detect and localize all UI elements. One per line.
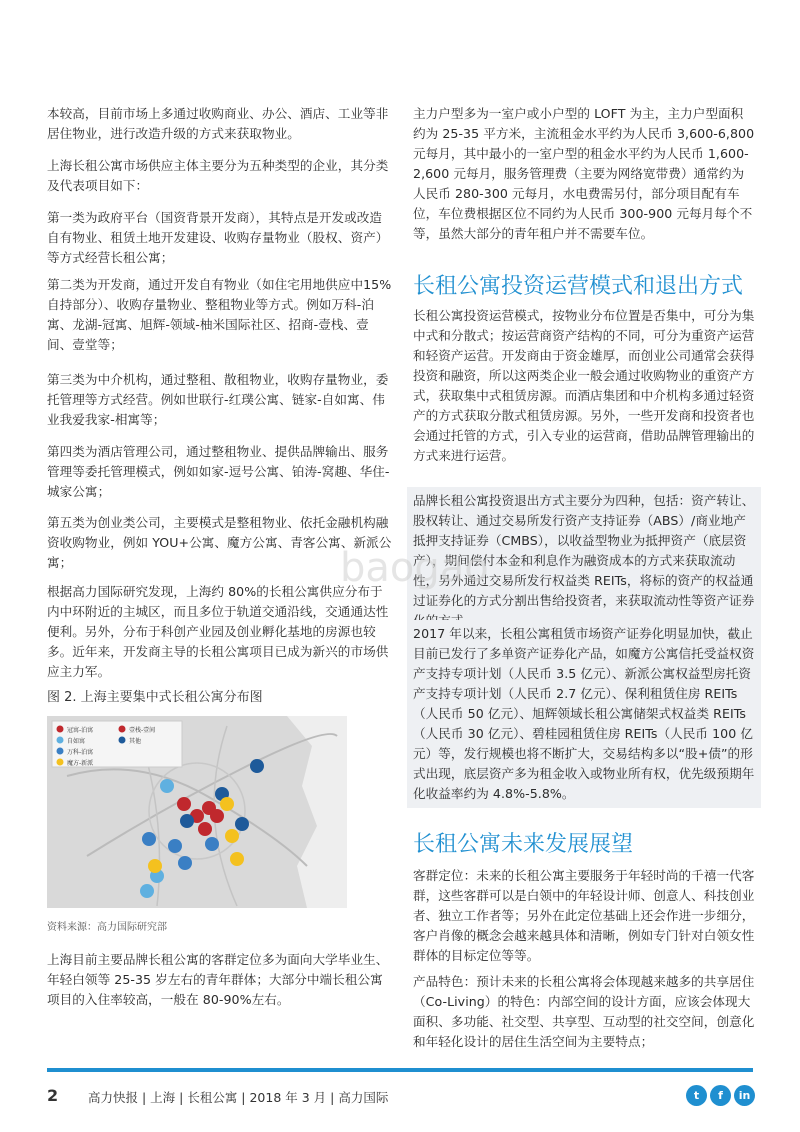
- apartment-marker: [177, 797, 191, 811]
- map-graphic: [47, 716, 347, 908]
- apartment-marker: [180, 814, 194, 828]
- paragraph: 长租公寓投资运营模式，按物业分布位置是否集中，可分为集中式和分散式；按运营商资产结构的不同，可分为重资产运营和轻资产运营。开发商由于资金雄厚，而创业公司通常会获得投资和融资，所以这两类企业一般会通过收购物业的重资产方式，获取集中式租赁房源。而酒店集团和中介机构多通过轻资产的方式获取分散式租赁房源。另外，一些开发商和投资者也会通过托管的方式，引入专业的运营商，借助品牌管理输出的方式来进行运营。: [413, 308, 755, 463]
- legend-label: 其他: [129, 738, 142, 745]
- legend-label: 自如寓: [67, 738, 86, 745]
- legend-label: 魔方-新派: [67, 760, 94, 767]
- paragraph: 第一类为政府平台（国资背景开发商），其特点是开发或改造自有物业、租赁土地开发建设、收购存量物业（股权、资产）等方式经营长租公寓；: [47, 210, 389, 265]
- apartment-marker: [225, 829, 239, 843]
- apartment-marker: [148, 859, 162, 873]
- apartment-marker: [205, 837, 219, 851]
- legend-marker-lightblue: [57, 737, 64, 744]
- apartment-marker: [220, 797, 234, 811]
- legend-label: 壹栈-壹间: [129, 727, 156, 734]
- paragraph: 上海长租公寓市场供应主体主要分为五种类型的企业，其分类及代表项目如下：: [47, 158, 389, 193]
- paragraph: 第二类为开发商，通过开发自有物业（如住宅用地供应中15%自持部分）、收购存量物业、整租物业等方式。例如万科-泊寓、龙湖-冠寓、旭辉-领域-柚米国际社区、招商-壹栈、壹间、壹堂等；: [47, 277, 392, 352]
- apartment-marker: [168, 839, 182, 853]
- paragraph: 主力户型多为一室户或小户型的 LOFT 为主，主力户型面积约为 25-35 平方米，主流租金水平约为人民币 3,600-6,800 元每月，其中最小的一室户型的租金水平约为人民币 1,600-2,600 元每月，服务管理费（主要为网络宽带费）通常约为人民币 280-300 元每月，水电费需另付，部分项目配有车位，车位费根据区位不同约为人民币 300-900 元每月每个不等，虽然大部分的青年租户并不需要车位。: [413, 106, 755, 241]
- section-heading: 长租公寓未来发展展望: [413, 832, 634, 857]
- apartment-marker: [178, 856, 192, 870]
- paragraph: 根据高力国际研究发现，上海约 80%的长租公寓供应分布于内中环附近的主城区，而且多位于轨道交通沿线，交通通达性便利。另外，分布于科创产业园及创业孵化基地的房源也较多。近年来，开发商主导的长租公寓项目已成为新兴的市场供应主力军。: [47, 584, 389, 679]
- twitter-icon[interactable]: t: [686, 1085, 707, 1106]
- apartment-marker: [230, 852, 244, 866]
- paragraph: 产品特色：预计未来的长租公寓将会体现越来越多的共享居住（Co-Living）的特色：内部空间的设计方面，应该会体现大面积、多功能、社交型、共享型、互动型的社交空间，创意化和年轻化设计的居住生活空间为主要特点；: [413, 974, 755, 1049]
- source-note: 资料来源：高力国际研究部: [47, 922, 167, 933]
- paragraph: 第三类为中介机构，通过整租、散租物业，收购存量物业，委托管理等方式经营。例如世联行-红璞公寓、链家-自如寓、伟业我爱我家-相寓等；: [47, 372, 389, 427]
- paragraph: 第四类为酒店管理公司，通过整租物业、提供品牌输出、服务管理等委托管理模式，例如如家-逗号公寓、铂涛-窝趣、华住-城家公寓；: [47, 444, 390, 499]
- apartment-marker: [160, 779, 174, 793]
- legend-marker-yellow: [57, 759, 64, 766]
- apartment-marker: [210, 809, 224, 823]
- apartment-marker: [140, 884, 154, 898]
- watermark: baogao: [340, 545, 489, 591]
- paragraph: 2017 年以来，长租公寓租赁市场资产证券化明显加快，截止目前已发行了多单资产证券化产品，如魔方公寓信托受益权资产支持专项计划（人民币 3.5 亿元）、新派公寓权益型房托资产支持专项计划（人民币 2.7 亿元）、保利租赁住房 REITs（人民币 50 亿元）、旭辉领域长租公寓储架式权益类 REITs（人民币 30 亿元）、碧桂园租赁住房 REITs（人民币 100 亿元）等，发行规模也将不断扩大，交易结构多以“股+债”的形式出现，底层资产多为租金收入或物业所有权，优先级预期年化收益率约为 4.8%-5.8%。: [407, 620, 761, 808]
- legend-marker-darkblue: [119, 737, 126, 744]
- apartment-marker: [198, 822, 212, 836]
- legend-label: 冠寓-泊寓: [67, 727, 94, 734]
- legend-label: 万科-泊寓: [67, 749, 94, 756]
- apartment-marker: [142, 832, 156, 846]
- footer-text: 高力快报 | 上海 | 长租公寓 | 2018 年 3 月 | 高力国际: [88, 1090, 389, 1105]
- apartment-marker: [235, 817, 249, 831]
- legend-marker-blue: [57, 748, 64, 755]
- legend-marker-red: [57, 726, 64, 733]
- apartment-marker: [250, 759, 264, 773]
- legend-marker-red: [119, 726, 126, 733]
- paragraph: 客群定位：未来的长租公寓主要服务于年轻时尚的千禧一代客群，这些客群可以是白领中的年轻设计师、创意人、科技创业者、独立工作者等；另外在此定位基础上还会作进一步细分，客户肖像的概念会越来越具体和清晰，例如专门针对白领女性群体的目标定位等等。: [413, 868, 755, 963]
- paragraph: 品牌长租公寓投资退出方式主要分为四种，包括：资产转让、股权转让、通过交易所发行资产支持证券（ABS）/商业地产抵押支持证券（CMBS），以收益型物业为抵押资产（底层资产），期间偿付本金和利息作为融资成本的方式来获取流动性，另外通过交易所发行权益类 REITs，将标的资产的权益通过证券化的方式分割出售给投资者，来获取流动性等资产证券: [407, 487, 761, 635]
- footer-divider: [47, 1068, 753, 1072]
- section-heading: 长租公寓投资运营模式和退出方式: [413, 274, 744, 299]
- page-number: 2: [47, 1086, 59, 1105]
- paragraph: 本较高，目前市场上多通过收购商业、办公、酒店、工业等非居住物业，进行改造升级的方式来获取物业。: [47, 106, 389, 141]
- linkedin-icon[interactable]: in: [734, 1085, 755, 1106]
- figure-caption: 图 2. 上海主要集中式长租公寓分布图: [47, 690, 263, 705]
- apartment-distribution-map: [47, 716, 347, 908]
- paragraph: 上海目前主要品牌长租公寓的客群定位多为面向大学毕业生、年轻白领等 25-35 岁左右的青年群体；大部分中端长租公寓项目的入住率较高，一般在 80-90%左右。: [47, 952, 389, 1007]
- paragraph: 第五类为创业类公司，主要模式是整租物业、依托金融机构融资收购物业，例如 YOU+公寓、魔方公寓、青客公寓、新派公寓；: [47, 515, 392, 570]
- facebook-icon[interactable]: f: [710, 1085, 731, 1106]
